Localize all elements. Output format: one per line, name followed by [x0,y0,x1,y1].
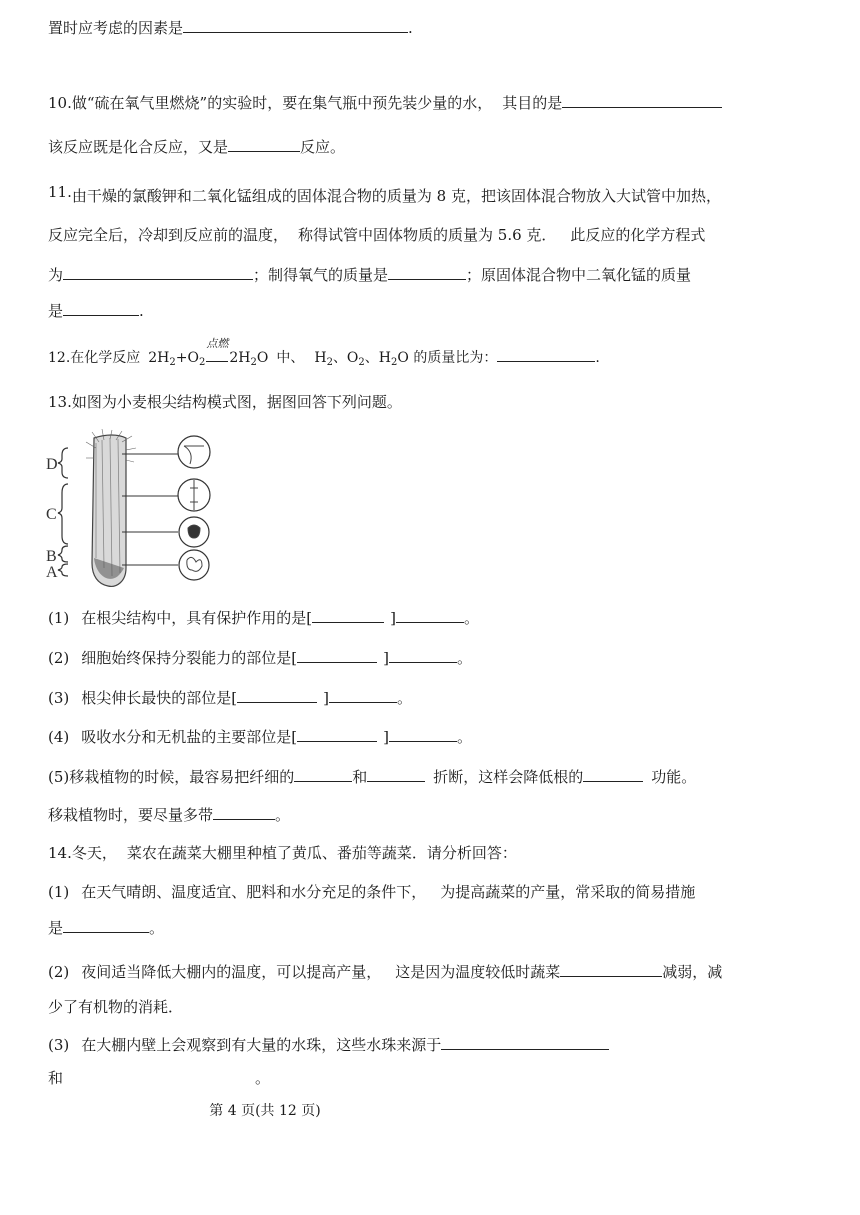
sub-question-2: (2) 细胞始终保持分裂能力的部位是[ ] 。 [48,649,472,667]
answer-blank [237,688,317,703]
label-a: A [46,564,58,581]
question-text: 10.做“硫在氧气里燃烧”的实验时，要在集气瓶中预先装少量的水， [48,94,493,112]
answer-blank [497,347,595,362]
question-text: 夜间适当降低大棚内的温度，可以提高产量， [81,963,382,981]
answer-blank [183,18,408,33]
question-text: 其目的是 [502,94,563,112]
question-text: 在大棚内壁上会观察到有大量的水珠，这些水珠来源于 [81,1036,442,1054]
answer-blank [388,265,466,280]
answer-blank [583,767,643,782]
question-text: 为提高蔬菜的产量，常采取的简易措施 [440,883,696,901]
sub-question-2: (2) 夜间适当降低大棚内的温度，可以提高产量， 这是因为温度较低时蔬菜 减弱，减 [48,963,723,981]
punctuation: . [408,19,413,37]
question-text: 根尖伸长最快的部位是[ [81,689,238,707]
text-line: 是 。 [48,919,165,937]
sub-question-3: (3) 根尖伸长最快的部位是[ ] 。 [48,689,412,707]
answer-blank [297,648,377,663]
question-text: 13.如图为小麦根尖结构模式图，据图回答下列问题。 [48,393,402,411]
text-line [48,997,183,1017]
question-text: 反应。 [300,138,346,156]
sub-question-1: (1) 在根尖结构中，具有保护作用的是[ ] 。 [48,609,479,627]
text-line [48,265,691,285]
answer-blank [562,93,722,108]
question-text: 置时应考虑的因素是 [48,19,184,37]
sub-question-1: (1) 在天气晴朗、温度适宜、肥料和水分充足的条件下， 为提高蔬菜的产量，常采取的简易措施 [48,883,696,901]
answer-blank [63,265,253,280]
text-line: 和 。 [48,1069,271,1087]
question-text: 在天气晴朗、温度适宜、肥料和水分充足的条件下， [81,883,427,901]
question-text: 14.冬天， [48,844,117,862]
question-text: 中、 [276,350,305,366]
question-text: 为 [48,266,64,284]
answer-blank [63,918,149,933]
question-text: 反应完全后，冷却到反应前的温度， [48,226,289,244]
answer-blank [441,1035,609,1050]
root-tip-diagram [44,428,220,593]
answer-blank [63,301,139,316]
text-line [48,18,413,38]
answer-blank [228,137,300,152]
question-text: 细胞始终保持分裂能力的部位是[ [81,649,298,667]
punctuation: . [139,302,144,320]
answer-blank [213,805,275,820]
answer-blank [396,608,464,623]
sub-question-3: (3) 在大棚内壁上会观察到有大量的水珠，这些水珠来源于 [48,1035,609,1055]
question-text: 此反应的化学方程式 [570,226,706,244]
reaction-condition: 点燃 [205,348,229,368]
question-text: 称得试管中固体物质的质量为 5.6 克． [298,226,557,244]
equation: $2H_2+O_2$ 点燃 $2H_2O$ [148,337,269,368]
question-text: 移栽植物时，要尽量多带 [48,806,214,824]
text-line [48,137,345,157]
question-10 [48,93,722,113]
sub-question-4: (4) 吸收水分和无机盐的主要部位是[ ] 。 [48,728,472,746]
text-line: 移栽植物时，要尽量多带 。 [48,806,291,824]
question-13 [48,392,402,412]
page-footer: 第 4 页(共 12 页) [209,1103,321,1119]
answer-blank [312,608,384,623]
answer-blank [297,727,377,742]
question-text: 减弱，减 [662,963,723,981]
answer-blank [367,767,425,782]
question-text: ；制得氧气的质量是 [253,266,389,284]
question-12: 12.在化学反应 $2H_2+O_2$ 点燃 $2H_2O$ 中、 $H_2$、$O_2$、$H_2O$ 的质量比为： . [48,337,600,368]
question-14 [48,843,517,863]
question-text: 该反应既是化合反应，又是 [48,138,229,156]
question-text: O 的质量比为： [397,350,498,366]
label-d: D [46,456,58,473]
question-text: 折断，这样会降低根的 [433,768,584,786]
answer-blank [389,648,457,663]
label-b: B [46,548,57,565]
label-c: C [46,506,57,523]
question-text: 12.在化学反应 [48,350,141,366]
answer-blank [329,688,397,703]
question-text: 在根尖结构中，具有保护作用的是[ [81,609,313,627]
question-text: 是 [48,302,64,320]
question-11 [48,182,721,206]
question-text: 菜农在蔬菜大棚里种植了黄瓜、番茄等蔬菜．请分析回答： [126,844,517,862]
punctuation: . [595,350,600,366]
question-text: 吸收水分和无机盐的主要部位是[ [81,728,298,746]
question-text: ；原固体混合物中二氧化锰的质量 [466,266,692,284]
answer-blank [294,767,352,782]
answer-blank [389,727,457,742]
question-text: 由干燥的氯酸钾和二氧化锰组成的固体混合物的质量为 8 克，把该固体混合物放入大试管中加热， [71,187,721,205]
question-text: 这是因为温度较低时蔬菜 [395,963,561,981]
question-text: (5)移栽植物的时候，最容易把纤细的 [48,768,295,786]
text-line [48,225,705,245]
sub-question-5: (5)移栽植物的时候，最容易把纤细的 和 折断，这样会降低根的 功能。 [48,768,697,786]
answer-blank [560,962,662,977]
question-text: 少了有机物的消耗． [48,998,184,1016]
question-number: 11. [48,183,72,201]
text-line [48,301,144,321]
